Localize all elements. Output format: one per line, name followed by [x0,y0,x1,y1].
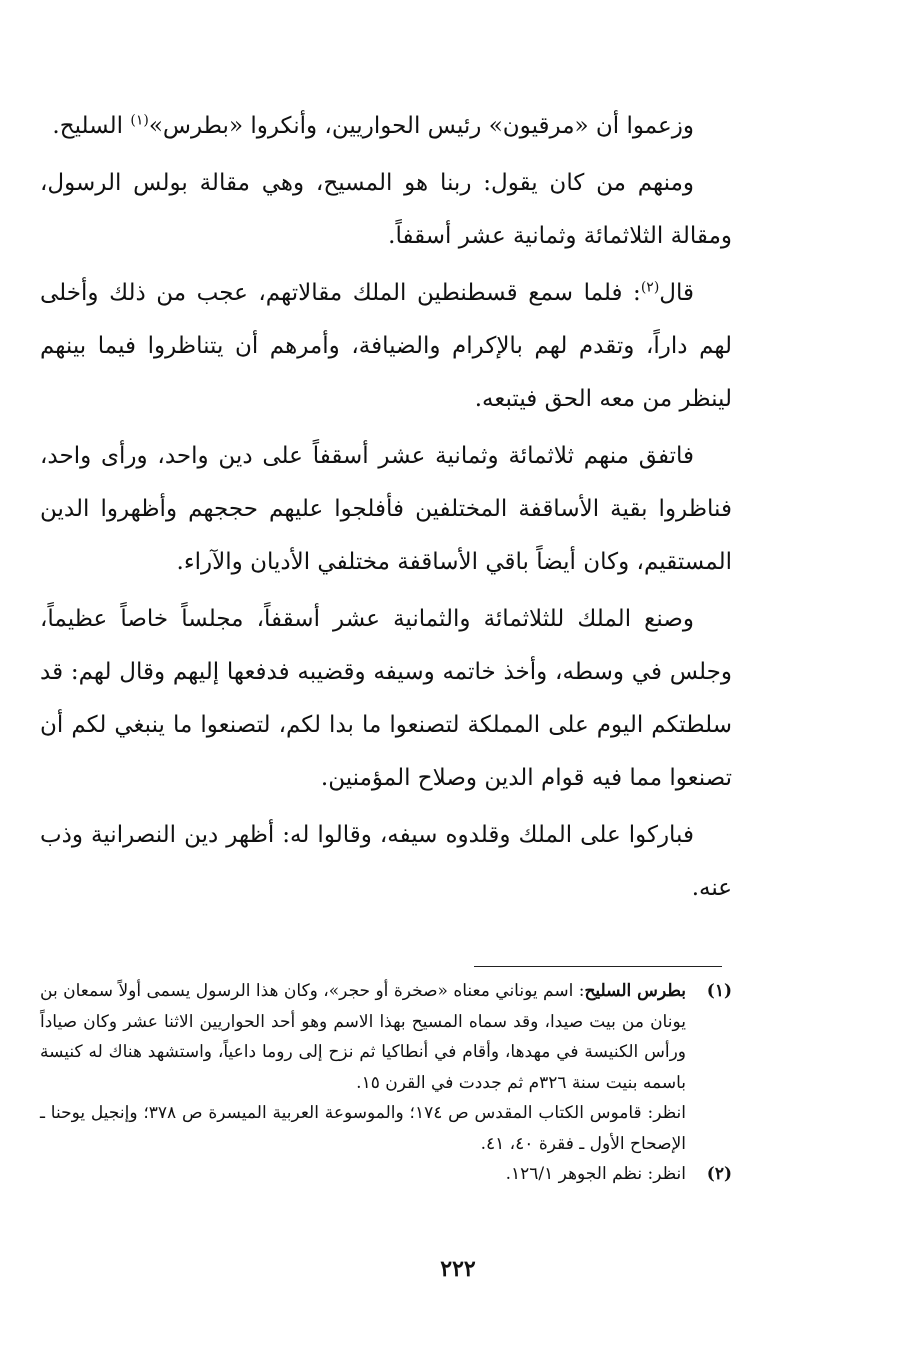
paragraph-1-tail: السليح. [52,113,131,139]
paragraph-6: فباركوا على الملك وقلدوه سيفه، وقالوا له: أظهر دين النصرانية وذب عنه. [40,822,732,901]
paragraph-1 [40,100,732,153]
page-number: ٢٢٢ [440,1256,476,1282]
footnote-1-text: : اسم يوناني معناه «صخرة أو حجر»، وكان هذا الرسول يسمى أولاً سمعان بن يونان من بيت صيدا، وقد سماه المسيح بهذا الاسم وهو أحد الحواريين الاثنا عشر وكان صياداً ورأس الكنيسة في مهدها، وأقام في أنطاكيا ثم نزح إلى روما داعياً، واستشهد هناك له كنيسة باسمه بنيت سنة ٣٢٦م ثم جددت في القرن ١٥. [40,981,686,1093]
footnotes [40,976,732,1190]
paragraph-3-prefix: قال [659,280,694,306]
footnote-2-number: (٢) [706,1164,732,1184]
paragraph-2: ومنهم من كان يقول: ربنا هو المسيح، وهي مقالة بولس الرسول، ومقالة الثلاثمائة وثمانية عشر أسقفاً. [40,170,732,249]
footnote-1-reference: انظر: قاموس الكتاب المقدس ص ١٧٤؛ والموسوعة العربية الميسرة ص ٣٧٨؛ وإنجيل يوحنا ـ الإصحاح الأول ـ فقرة ٤٠، ٤١. [40,1103,686,1154]
footnote-2 [40,1159,732,1190]
paragraph-1-text: وزعموا أن «مرقيون» رئيس الحواريين، وأنكروا «بطرس» [148,113,694,139]
paragraph-3-text: : فلما سمع قسطنطين الملك مقالاتهم، عجب من ذلك وأخلى لهم داراً، وتقدم لهم بالإكرام والضيافة، وأمرهم أن يتناظروا فيما بينهم لينظر من معه الحق فيتبعه. [40,280,732,412]
paragraph-5: وصنع الملك للثلاثمائة والثمانية عشر أسقفاً، مجلساً خاصاً عظيماً، وجلس في وسطه، وأخذ خاتمه وسيفه وقضيبه فدفعها إليهم وقال لهم: قد سلطتكم اليوم على المملكة لتصنعوا ما بدا لكم، لتصنعوا ما ينبغي لكم أن تصنعوا مما فيه قوام الدين وصلاح المؤمنين. [40,606,732,791]
footnote-ref-2: (٢) [640,279,660,296]
paragraph-4: فاتفق منهم ثلاثمائة وثمانية عشر أسقفاً على دين واحد، ورأى واحد، فناظروا بقية الأساقفة المختلفين فأفلجوا عليهم حججهم وأظهروا الدين المستقيم، وكان أيضاً باقي الأساقفة مختلفي الأديان والآراء. [40,443,732,575]
footnote-2-text: انظر: نظم الجوهر ١٢٦/١. [505,1164,686,1184]
footnote-1 [40,976,732,1159]
paragraph-3 [40,267,732,426]
footnote-ref-1: (١) [130,112,149,129]
footnote-divider [474,966,722,967]
footnote-1-head: بطرس السليح [584,981,686,1001]
main-text [40,100,732,919]
footnote-1-number: (١) [706,981,732,1001]
footnote-1-body [40,976,686,1098]
